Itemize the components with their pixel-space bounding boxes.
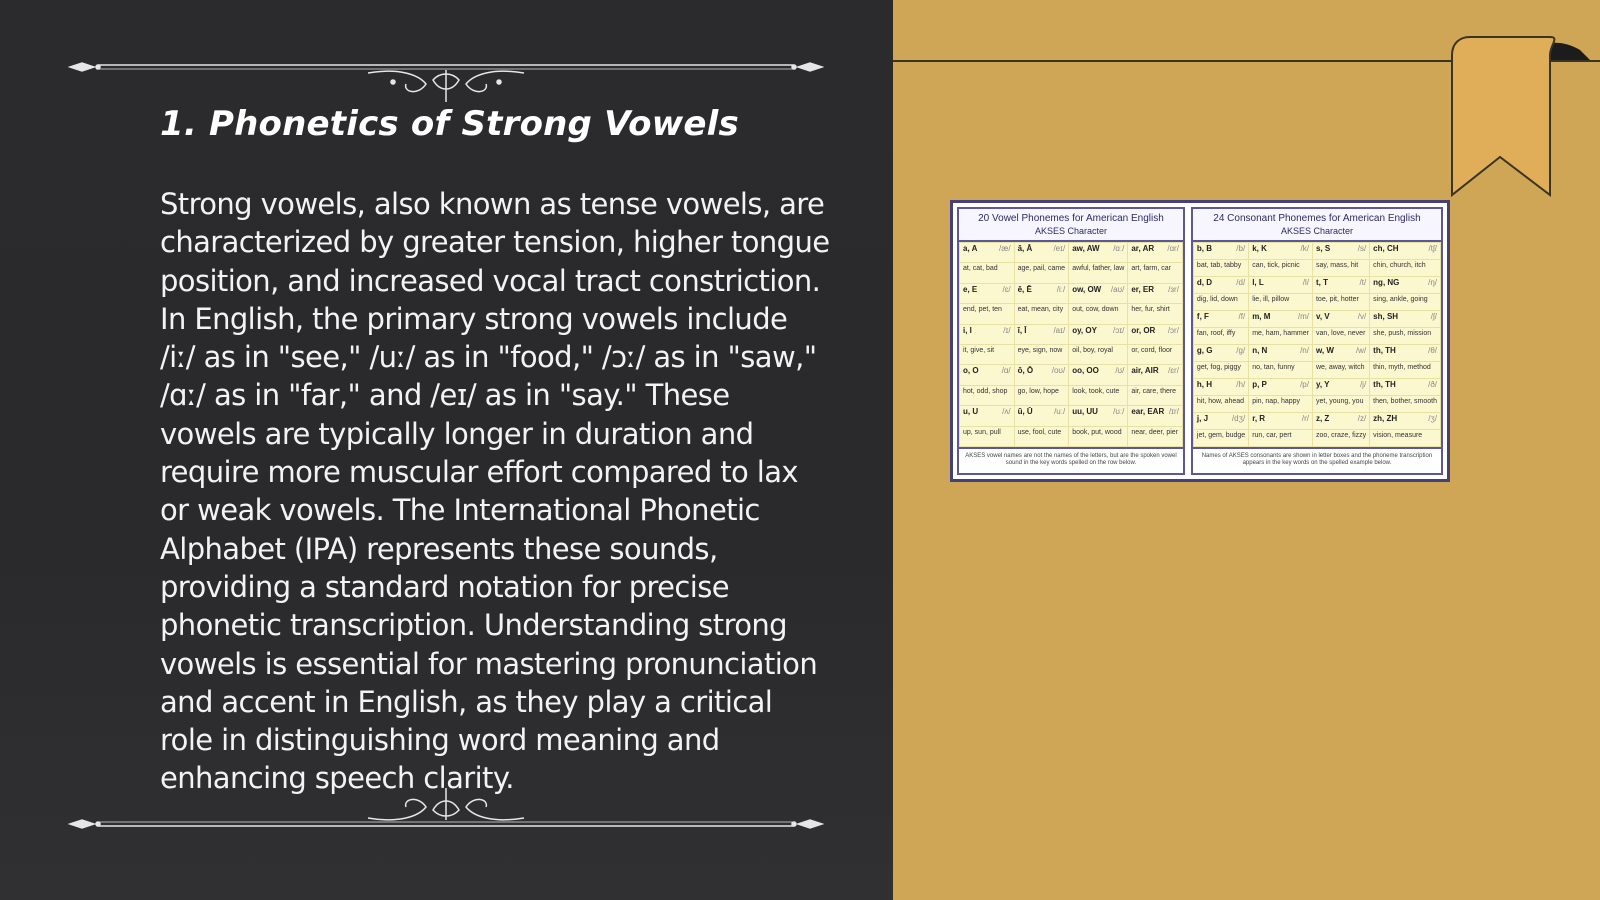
phoneme-letter: ī, Ī xyxy=(1017,325,1027,335)
phoneme-cell xyxy=(1370,311,1440,327)
phoneme-letter: m, M xyxy=(1252,312,1271,321)
example-words-cell: van, love, never xyxy=(1313,328,1369,344)
example-words-cell: oil, boy, royal xyxy=(1069,345,1127,364)
phoneme-letter: l, L xyxy=(1252,278,1264,287)
example-words-cell: near, deer, pier xyxy=(1128,427,1182,446)
phoneme-letter: ng, NG xyxy=(1373,278,1400,287)
phoneme-letter: b, B xyxy=(1196,244,1213,253)
phoneme-ipa: /n/ xyxy=(1300,346,1309,355)
phoneme-letter: zh, ZH xyxy=(1373,414,1398,423)
phoneme-letter: er, ER xyxy=(1131,284,1155,294)
phoneme-ipa: /f/ xyxy=(1238,312,1246,321)
phoneme-letter: v, V xyxy=(1315,312,1330,321)
phoneme-ipa: /aʊ/ xyxy=(1110,284,1125,294)
example-words-cell: out, cow, down xyxy=(1069,304,1127,323)
phoneme-letter: ow, OW xyxy=(1072,284,1102,294)
phoneme-letter: u, U xyxy=(963,407,979,417)
vowel-phoneme-chart xyxy=(957,207,1185,475)
phoneme-letter: j, J xyxy=(1196,414,1209,423)
phoneme-letter: ō, Ō xyxy=(1017,366,1034,376)
example-words-cell: or, cord, floor xyxy=(1128,345,1182,364)
phoneme-ipa: /ŋ/ xyxy=(1428,278,1437,287)
example-words-cell: yet, young, you xyxy=(1313,396,1369,412)
bookmark-ribbon-icon xyxy=(1430,35,1590,200)
phoneme-cell xyxy=(1370,379,1440,395)
phoneme-cell xyxy=(1128,284,1182,303)
example-words-cell: run, car, pert xyxy=(1249,430,1312,446)
vowel-chart-header xyxy=(959,209,1183,242)
phoneme-letter: a, A xyxy=(963,244,978,253)
phoneme-letter: uu, UU xyxy=(1072,407,1098,417)
phoneme-cell xyxy=(1194,277,1248,293)
phoneme-letter: i, I xyxy=(963,325,972,335)
phoneme-ipa: /ɜr/ xyxy=(1168,284,1179,294)
phoneme-letter: d, D xyxy=(1196,278,1213,287)
phoneme-cell xyxy=(1370,345,1440,361)
phoneme-cell xyxy=(1015,284,1069,303)
example-words-cell: get, fog, piggy xyxy=(1194,362,1248,378)
example-words-cell: it, give, sit xyxy=(960,345,1014,364)
phoneme-letter: ch, CH xyxy=(1373,244,1399,253)
example-words-cell: dig, lid, down xyxy=(1194,294,1248,310)
phoneme-cell xyxy=(1194,345,1248,361)
phoneme-ipa: /ʌ/ xyxy=(1002,407,1011,417)
phoneme-ipa: /θ/ xyxy=(1428,346,1437,355)
example-words-cell: toe, pit, hotter xyxy=(1313,294,1369,310)
example-words-cell: up, sun, pull xyxy=(960,427,1014,446)
phoneme-ipa: /ʊ/ xyxy=(1115,366,1125,376)
phoneme-ipa: /d/ xyxy=(1236,278,1246,287)
bottom-ornament-divider xyxy=(68,782,824,842)
phoneme-ipa: /ʃ/ xyxy=(1430,312,1437,321)
example-words-cell: fan, roof, iffy xyxy=(1194,328,1248,344)
example-words-cell: awful, father, law xyxy=(1069,263,1127,282)
phoneme-cell xyxy=(960,365,1014,384)
phoneme-letter: aw, AW xyxy=(1072,244,1100,253)
phoneme-cell xyxy=(1249,345,1312,361)
phoneme-cell xyxy=(1370,277,1440,293)
example-words-cell: zoo, craze, fizzy xyxy=(1313,430,1369,446)
phoneme-cell xyxy=(1128,243,1182,262)
phoneme-ipa: /g/ xyxy=(1236,346,1246,355)
phoneme-letter: g, G xyxy=(1196,346,1213,355)
phoneme-ipa: /k/ xyxy=(1300,244,1309,253)
phoneme-letter: o, O xyxy=(963,366,979,376)
phoneme-letter: w, W xyxy=(1315,346,1334,355)
example-words-cell: lie, ill, pillow xyxy=(1249,294,1312,310)
phoneme-cell xyxy=(960,325,1014,344)
slide-title: 1. Phonetics of Strong Vowels xyxy=(160,104,739,144)
phoneme-cell xyxy=(1128,325,1182,344)
phoneme-cell xyxy=(1069,406,1127,425)
phoneme-ipa: /h/ xyxy=(1236,380,1246,389)
phoneme-cell xyxy=(1249,311,1312,327)
vowel-chart-subtitle: AKSES Character xyxy=(1034,226,1107,236)
phoneme-ipa: /ɔɪ/ xyxy=(1113,325,1125,335)
example-words-cell: her, fur, shirt xyxy=(1128,304,1182,323)
phoneme-letter: h, H xyxy=(1196,380,1213,389)
phoneme-ipa: /v/ xyxy=(1357,312,1367,321)
vowel-chart-footer: AKSES vowel names are not the names of the letters, but are the spoken vowel sound in the key words spelled on the row below. xyxy=(959,447,1183,473)
phoneme-cell xyxy=(1194,243,1248,259)
phoneme-cell xyxy=(1313,379,1369,395)
phoneme-ipa: /ɪr/ xyxy=(1168,407,1179,417)
phoneme-letter: ū, Ū xyxy=(1017,407,1033,417)
example-words-cell: me, ham, hammer xyxy=(1249,328,1312,344)
phoneme-cell xyxy=(1313,413,1369,429)
phoneme-ipa: /tʃ/ xyxy=(1428,244,1437,253)
example-words-cell: vision, measure xyxy=(1370,430,1440,446)
phoneme-ipa: /b/ xyxy=(1236,244,1246,253)
example-words-cell: hit, how, ahead xyxy=(1194,396,1248,412)
phoneme-ipa: /aɪ/ xyxy=(1053,325,1066,335)
phoneme-letter: sh, SH xyxy=(1373,312,1399,321)
phoneme-cell xyxy=(1015,243,1069,262)
phoneme-letter: e, E xyxy=(963,284,978,294)
phoneme-cell xyxy=(1069,284,1127,303)
example-words-cell: end, pet, ten xyxy=(960,304,1014,323)
phoneme-ipa: /ɛr/ xyxy=(1168,366,1179,376)
phoneme-letter: air, AIR xyxy=(1131,366,1159,376)
phoneme-letter: ē, Ē xyxy=(1017,284,1032,294)
phoneme-cell xyxy=(1370,243,1440,259)
phoneme-ipa: /ʊː/ xyxy=(1113,407,1125,417)
example-words-cell: pin, nap, happy xyxy=(1249,396,1312,412)
example-words-cell: sing, ankle, going xyxy=(1370,294,1440,310)
example-words-cell: go, low, hope xyxy=(1015,386,1069,405)
phoneme-cell xyxy=(1249,277,1312,293)
example-words-cell: at, cat, bad xyxy=(960,263,1014,282)
phoneme-cell xyxy=(1313,243,1369,259)
example-words-cell: air, care, there xyxy=(1128,386,1182,405)
phoneme-cell xyxy=(1249,379,1312,395)
phoneme-ipa: /eɪ/ xyxy=(1053,244,1066,253)
phoneme-ipa: /ɛ/ xyxy=(1002,284,1011,294)
phoneme-ipa: /ð/ xyxy=(1428,380,1437,389)
phoneme-letter: oy, OY xyxy=(1072,325,1097,335)
phoneme-cell xyxy=(1313,311,1369,327)
example-words-cell: she, push, mission xyxy=(1370,328,1440,344)
phoneme-ipa: /r/ xyxy=(1301,414,1309,423)
phoneme-letter: ā, Ā xyxy=(1017,244,1033,253)
phoneme-cell xyxy=(1370,413,1440,429)
consonant-chart-subtitle: AKSES Character xyxy=(1280,226,1353,236)
example-words-cell: use, fool, cute xyxy=(1015,427,1069,446)
phoneme-cell xyxy=(1249,413,1312,429)
phoneme-ipa: /ɔr/ xyxy=(1167,325,1179,335)
example-words-cell: jet, gem, budge xyxy=(1194,430,1248,446)
phoneme-letter: oo, OO xyxy=(1072,366,1099,376)
phoneme-letter: z, Z xyxy=(1315,414,1330,423)
phoneme-letter: th, TH xyxy=(1373,346,1396,355)
consonant-chart-title: 24 Consonant Phonemes for American English xyxy=(1213,213,1421,224)
example-words-cell: then, bother, smooth xyxy=(1370,396,1440,412)
example-words-cell: no, tan, funny xyxy=(1249,362,1312,378)
phoneme-ipa: /j/ xyxy=(1359,380,1367,389)
phoneme-ipa: /ɪ/ xyxy=(1003,325,1011,335)
phoneme-letter: n, N xyxy=(1252,346,1268,355)
consonant-phoneme-chart xyxy=(1191,207,1443,475)
phoneme-cell xyxy=(1313,277,1369,293)
consonant-chart-footer: Names of AKSES consonants are shown in letter boxes and the phoneme transcription appears in the key words on the spelled example below. xyxy=(1193,447,1441,473)
example-words-cell: say, mass, hit xyxy=(1313,260,1369,276)
phoneme-letter: k, K xyxy=(1252,244,1267,253)
phoneme-letter: p, P xyxy=(1252,380,1267,389)
phoneme-cell xyxy=(1313,345,1369,361)
phoneme-cell xyxy=(960,284,1014,303)
phoneme-letter: ear, EAR xyxy=(1131,407,1165,417)
phoneme-ipa: /uː/ xyxy=(1054,407,1066,417)
phoneme-ipa: /m/ xyxy=(1297,312,1309,321)
example-words-cell: can, tick, picnic xyxy=(1249,260,1312,276)
phoneme-letter: ar, AR xyxy=(1131,244,1155,253)
phoneme-charts-image xyxy=(950,200,1450,482)
phoneme-cell xyxy=(960,243,1014,262)
phoneme-ipa: /t/ xyxy=(1359,278,1367,287)
phoneme-ipa: /p/ xyxy=(1300,380,1309,389)
phoneme-ipa: /iː/ xyxy=(1056,284,1066,294)
phoneme-cell xyxy=(1194,311,1248,327)
phoneme-cell xyxy=(960,406,1014,425)
example-words-cell: thin, myth, method xyxy=(1370,362,1440,378)
example-words-cell: hot, odd, shop xyxy=(960,386,1014,405)
phoneme-ipa: /ɑ/ xyxy=(1001,366,1011,376)
phoneme-ipa: /ʒ/ xyxy=(1428,414,1437,423)
example-words-cell: we, away, witch xyxy=(1313,362,1369,378)
consonant-chart-header xyxy=(1193,209,1441,242)
phoneme-cell xyxy=(1194,379,1248,395)
example-words-cell: bat, tab, tabby xyxy=(1194,260,1248,276)
phoneme-ipa: /æ/ xyxy=(999,244,1011,253)
phoneme-letter: or, OR xyxy=(1131,325,1156,335)
phoneme-cell xyxy=(1015,325,1069,344)
example-words-cell: look, took, cute xyxy=(1069,386,1127,405)
phoneme-ipa: /z/ xyxy=(1357,414,1367,423)
example-words-cell: age, pail, came xyxy=(1015,263,1069,282)
example-words-cell: art, farm, car xyxy=(1128,263,1182,282)
phoneme-cell xyxy=(1015,406,1069,425)
example-words-cell: book, put, wood xyxy=(1069,427,1127,446)
phoneme-letter: th, TH xyxy=(1373,380,1396,389)
phoneme-ipa: /dʒ/ xyxy=(1231,414,1246,423)
phoneme-letter: t, T xyxy=(1315,278,1328,287)
phoneme-cell xyxy=(1128,406,1182,425)
phoneme-letter: f, F xyxy=(1196,312,1209,321)
top-ornament-divider xyxy=(68,40,824,100)
phoneme-cell xyxy=(1069,365,1127,384)
phoneme-letter: r, R xyxy=(1252,414,1266,423)
example-words-cell: eye, sign, now xyxy=(1015,345,1069,364)
phoneme-ipa: /oʊ/ xyxy=(1051,366,1066,376)
phoneme-letter: y, Y xyxy=(1315,380,1330,389)
slide-body-text: Strong vowels, also known as tense vowels, are characterized by greater tension, higher tongue position, and increased vocal tract constriction. In English, the primary strong vowels include /iː/ as in "see," /uː/ as in "food," /ɔː/ as in "saw," /ɑː/ as in "far," and /eɪ/ as in "say." These vowels are typically longer in duration and require more muscular effort compared to lax or weak vowels. The International Phonetic Alphabet (IPA) represents these sounds, providing a standard notation for precise phonetic transcription. Understanding strong vowels is essential for mastering pronunciation and accent in English, as they play a critical role in distinguishing word meaning and enhancing speech clarity. xyxy=(160,187,830,796)
phoneme-cell xyxy=(1194,413,1248,429)
phoneme-ipa: /w/ xyxy=(1355,346,1367,355)
phoneme-ipa: /l/ xyxy=(1302,278,1309,287)
phoneme-cell xyxy=(1069,325,1127,344)
phoneme-cell xyxy=(1069,243,1127,262)
vowel-chart-grid xyxy=(959,242,1183,447)
phoneme-letter: s, S xyxy=(1315,244,1331,253)
vowel-chart-title: 20 Vowel Phonemes for American English xyxy=(978,213,1164,224)
phoneme-ipa: /ɑr/ xyxy=(1167,244,1179,253)
example-words-cell: eat, mean, city xyxy=(1015,304,1069,323)
phoneme-cell xyxy=(1015,365,1069,384)
consonant-chart-grid xyxy=(1193,242,1441,447)
phoneme-cell xyxy=(1128,365,1182,384)
phoneme-ipa: /ɑː/ xyxy=(1113,244,1125,253)
phoneme-ipa: /s/ xyxy=(1357,244,1367,253)
phoneme-cell xyxy=(1249,243,1312,259)
example-words-cell: chin, church, itch xyxy=(1370,260,1440,276)
